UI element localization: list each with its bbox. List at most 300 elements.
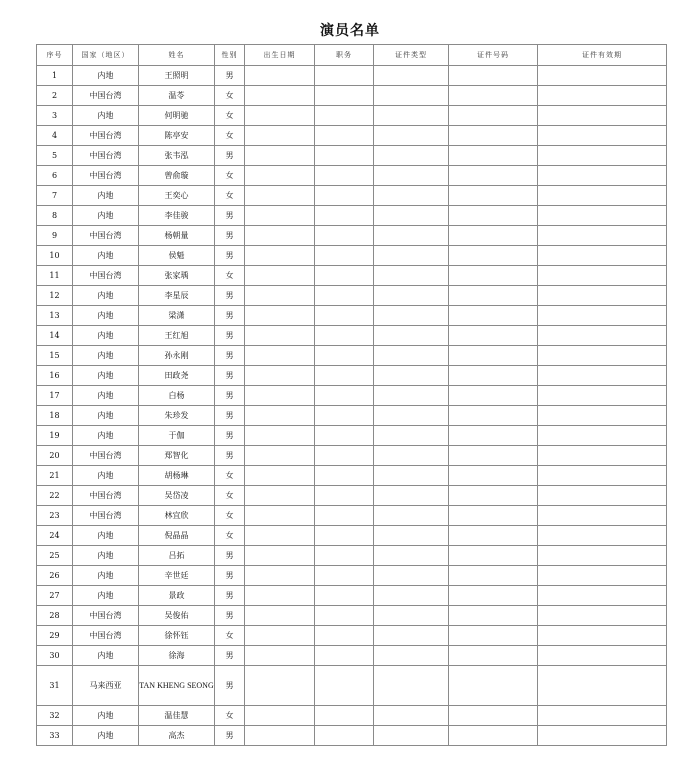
- cell-id-expiry: [538, 246, 667, 266]
- table-row: [37, 646, 667, 666]
- cell-id-type: [374, 66, 449, 86]
- cell-id-expiry: [538, 266, 667, 286]
- cell-region: 内地: [73, 326, 139, 346]
- cell-birth-date: [245, 246, 315, 266]
- cell-gender: 男: [215, 66, 245, 86]
- cell-position: [315, 426, 374, 446]
- cell-id-expiry: [538, 306, 667, 326]
- cell-position: [315, 586, 374, 606]
- table-row: [37, 206, 667, 226]
- cell-region: 内地: [73, 366, 139, 386]
- cell-birth-date: [245, 266, 315, 286]
- cell-index: 14: [37, 326, 73, 346]
- cell-birth-date: [245, 186, 315, 206]
- header-id-expiry: 证件有效期: [538, 45, 667, 66]
- cell-id-number: [449, 166, 538, 186]
- cell-id-type: [374, 446, 449, 466]
- cell-region: 中国台湾: [73, 166, 139, 186]
- document-title: 演员名单: [320, 23, 380, 39]
- cell-name: 李星辰: [139, 286, 215, 306]
- cell-birth-date: [245, 666, 315, 706]
- cell-id-type: [374, 506, 449, 526]
- cell-name: 吴俊佑: [139, 606, 215, 626]
- cell-index: 33: [37, 726, 73, 746]
- cell-name: 徐海: [139, 646, 215, 666]
- cell-id-expiry: [538, 366, 667, 386]
- header-id-number: 证件号码: [449, 45, 538, 66]
- cell-region: 中国台湾: [73, 626, 139, 646]
- cast-list-table: [36, 44, 667, 746]
- cell-position: [315, 386, 374, 406]
- cell-id-number: [449, 646, 538, 666]
- cell-id-type: [374, 626, 449, 646]
- cell-region: 内地: [73, 406, 139, 426]
- cell-id-expiry: [538, 646, 667, 666]
- cell-index: 12: [37, 286, 73, 306]
- table-row: [37, 166, 667, 186]
- cell-gender: 女: [215, 506, 245, 526]
- cell-name: 陈亭安: [139, 126, 215, 146]
- cell-gender: 女: [215, 86, 245, 106]
- cell-birth-date: [245, 146, 315, 166]
- cell-id-number: [449, 666, 538, 706]
- cell-id-expiry: [538, 186, 667, 206]
- cell-gender: 男: [215, 146, 245, 166]
- cell-gender: 男: [215, 726, 245, 746]
- cell-name: 孙永刚: [139, 346, 215, 366]
- cell-id-expiry: [538, 206, 667, 226]
- cell-birth-date: [245, 526, 315, 546]
- cell-index: 15: [37, 346, 73, 366]
- cell-birth-date: [245, 446, 315, 466]
- table-row: [37, 626, 667, 646]
- cell-id-expiry: [538, 586, 667, 606]
- cell-region: 中国台湾: [73, 486, 139, 506]
- cell-birth-date: [245, 626, 315, 646]
- cell-id-number: [449, 146, 538, 166]
- cell-name: 王红旭: [139, 326, 215, 346]
- cell-index: 30: [37, 646, 73, 666]
- cell-id-expiry: [538, 126, 667, 146]
- table-row: [37, 566, 667, 586]
- cell-id-number: [449, 266, 538, 286]
- cell-region: 中国台湾: [73, 86, 139, 106]
- cell-id-number: [449, 526, 538, 546]
- cell-name: 倪晶晶: [139, 526, 215, 546]
- header-birth-date: 出生日期: [245, 45, 315, 66]
- cell-id-type: [374, 546, 449, 566]
- cell-birth-date: [245, 326, 315, 346]
- cell-region: 内地: [73, 206, 139, 226]
- cell-index: 21: [37, 466, 73, 486]
- cell-id-type: [374, 586, 449, 606]
- cell-region: 内地: [73, 546, 139, 566]
- cell-gender: 男: [215, 306, 245, 326]
- cell-index: 23: [37, 506, 73, 526]
- cell-id-type: [374, 366, 449, 386]
- table-row: [37, 286, 667, 306]
- cell-id-number: [449, 586, 538, 606]
- cell-id-number: [449, 206, 538, 226]
- cell-id-type: [374, 426, 449, 446]
- cell-position: [315, 486, 374, 506]
- cell-id-number: [449, 326, 538, 346]
- table-row: [37, 506, 667, 526]
- cell-gender: 女: [215, 466, 245, 486]
- cell-birth-date: [245, 466, 315, 486]
- table-row: [37, 386, 667, 406]
- cell-region: 内地: [73, 286, 139, 306]
- cell-position: [315, 606, 374, 626]
- cell-gender: 男: [215, 346, 245, 366]
- cell-id-number: [449, 486, 538, 506]
- cell-gender: 男: [215, 566, 245, 586]
- cell-id-expiry: [538, 146, 667, 166]
- cell-birth-date: [245, 126, 315, 146]
- cell-index: 24: [37, 526, 73, 546]
- cell-position: [315, 126, 374, 146]
- cell-id-type: [374, 146, 449, 166]
- cell-region: 内地: [73, 526, 139, 546]
- table-header-row: [37, 45, 667, 66]
- table-row: [37, 546, 667, 566]
- table-row: [37, 446, 667, 466]
- cell-region: 内地: [73, 706, 139, 726]
- table-row: [37, 486, 667, 506]
- cell-birth-date: [245, 166, 315, 186]
- table-row: [37, 326, 667, 346]
- cell-birth-date: [245, 286, 315, 306]
- cell-gender: 女: [215, 106, 245, 126]
- cell-position: [315, 226, 374, 246]
- cell-gender: 男: [215, 546, 245, 566]
- cell-index: 22: [37, 486, 73, 506]
- cell-name: 何明驰: [139, 106, 215, 126]
- cell-birth-date: [245, 366, 315, 386]
- cell-region: 中国台湾: [73, 506, 139, 526]
- table-row: [37, 146, 667, 166]
- cell-name: 景政: [139, 586, 215, 606]
- cell-name: 温佳慧: [139, 706, 215, 726]
- cell-name: TAN KHENG SEONG: [139, 666, 215, 706]
- cell-birth-date: [245, 306, 315, 326]
- cell-id-type: [374, 466, 449, 486]
- cell-gender: 男: [215, 326, 245, 346]
- table-row: [37, 306, 667, 326]
- cell-id-expiry: [538, 326, 667, 346]
- cell-name: 林宜欣: [139, 506, 215, 526]
- header-index: 序号: [37, 45, 73, 66]
- cell-id-expiry: [538, 526, 667, 546]
- cell-id-type: [374, 246, 449, 266]
- cell-id-number: [449, 706, 538, 726]
- cell-birth-date: [245, 66, 315, 86]
- cell-birth-date: [245, 386, 315, 406]
- cell-position: [315, 466, 374, 486]
- cell-index: 25: [37, 546, 73, 566]
- cell-gender: 男: [215, 226, 245, 246]
- cell-gender: 女: [215, 186, 245, 206]
- cell-name: 李佳骏: [139, 206, 215, 226]
- cell-index: 1: [37, 66, 73, 86]
- cell-position: [315, 306, 374, 326]
- cell-id-type: [374, 666, 449, 706]
- cell-birth-date: [245, 726, 315, 746]
- cell-id-type: [374, 206, 449, 226]
- cell-gender: 男: [215, 406, 245, 426]
- cell-name: 杨朝量: [139, 226, 215, 246]
- cell-gender: 男: [215, 606, 245, 626]
- cell-region: 内地: [73, 646, 139, 666]
- cell-id-number: [449, 426, 538, 446]
- cell-id-expiry: [538, 386, 667, 406]
- cell-index: 3: [37, 106, 73, 126]
- cell-id-expiry: [538, 66, 667, 86]
- cell-id-number: [449, 246, 538, 266]
- cell-name: 辛世廷: [139, 566, 215, 586]
- header-id-type: 证件类型: [374, 45, 449, 66]
- cell-gender: 男: [215, 386, 245, 406]
- table-body: [37, 66, 667, 746]
- cell-region: 内地: [73, 186, 139, 206]
- table-row: [37, 226, 667, 246]
- cell-id-expiry: [538, 486, 667, 506]
- cell-position: [315, 626, 374, 646]
- cell-id-number: [449, 226, 538, 246]
- cell-position: [315, 346, 374, 366]
- cell-id-number: [449, 446, 538, 466]
- cell-region: 内地: [73, 346, 139, 366]
- cell-index: 31: [37, 666, 73, 706]
- cell-gender: 男: [215, 286, 245, 306]
- header-gender: 性别: [215, 45, 245, 66]
- cell-id-type: [374, 486, 449, 506]
- cell-position: [315, 246, 374, 266]
- cell-id-expiry: [538, 406, 667, 426]
- cell-id-expiry: [538, 86, 667, 106]
- cell-id-type: [374, 166, 449, 186]
- cell-region: 内地: [73, 566, 139, 586]
- cell-index: 16: [37, 366, 73, 386]
- cell-index: 7: [37, 186, 73, 206]
- cell-id-number: [449, 286, 538, 306]
- cell-id-type: [374, 386, 449, 406]
- cell-id-type: [374, 266, 449, 286]
- cell-id-type: [374, 566, 449, 586]
- cell-id-type: [374, 606, 449, 626]
- cell-id-expiry: [538, 566, 667, 586]
- cell-index: 26: [37, 566, 73, 586]
- cell-position: [315, 726, 374, 746]
- cell-gender: 女: [215, 126, 245, 146]
- cell-name: 郑智化: [139, 446, 215, 466]
- cell-position: [315, 86, 374, 106]
- cell-index: 5: [37, 146, 73, 166]
- cell-id-number: [449, 606, 538, 626]
- table-row: [37, 66, 667, 86]
- cell-id-type: [374, 406, 449, 426]
- cell-position: [315, 206, 374, 226]
- cell-gender: 女: [215, 706, 245, 726]
- cell-id-type: [374, 646, 449, 666]
- cell-name: 徐怀钰: [139, 626, 215, 646]
- cell-id-number: [449, 346, 538, 366]
- cell-id-expiry: [538, 446, 667, 466]
- cell-index: 19: [37, 426, 73, 446]
- cell-id-expiry: [538, 606, 667, 626]
- cell-id-type: [374, 306, 449, 326]
- cell-id-expiry: [538, 506, 667, 526]
- cell-name: 于伽: [139, 426, 215, 446]
- cell-name: 张家瑀: [139, 266, 215, 286]
- cell-gender: 女: [215, 266, 245, 286]
- cell-id-type: [374, 526, 449, 546]
- header-region: 国家（地区）: [73, 45, 139, 66]
- cell-position: [315, 646, 374, 666]
- cell-region: 内地: [73, 586, 139, 606]
- table-row: [37, 346, 667, 366]
- table-row: [37, 606, 667, 626]
- cell-birth-date: [245, 706, 315, 726]
- cell-position: [315, 566, 374, 586]
- cell-region: 中国台湾: [73, 126, 139, 146]
- cell-name: 温苓: [139, 86, 215, 106]
- cell-id-number: [449, 466, 538, 486]
- cell-id-type: [374, 346, 449, 366]
- cell-name: 白杨: [139, 386, 215, 406]
- cell-name: 田政尧: [139, 366, 215, 386]
- cell-index: 32: [37, 706, 73, 726]
- cell-region: 中国台湾: [73, 266, 139, 286]
- cell-gender: 女: [215, 626, 245, 646]
- table-row: [37, 186, 667, 206]
- cell-id-type: [374, 86, 449, 106]
- cell-gender: 男: [215, 206, 245, 226]
- cell-index: 11: [37, 266, 73, 286]
- cell-birth-date: [245, 426, 315, 446]
- table-row: [37, 266, 667, 286]
- cell-region: 内地: [73, 306, 139, 326]
- cell-index: 18: [37, 406, 73, 426]
- cell-region: 内地: [73, 106, 139, 126]
- cell-id-expiry: [538, 726, 667, 746]
- cell-birth-date: [245, 86, 315, 106]
- cell-birth-date: [245, 486, 315, 506]
- table-row: [37, 426, 667, 446]
- cell-id-type: [374, 286, 449, 306]
- cell-gender: 男: [215, 426, 245, 446]
- table-row: [37, 726, 667, 746]
- cell-index: 17: [37, 386, 73, 406]
- cell-index: 4: [37, 126, 73, 146]
- cell-name: 曾俞璇: [139, 166, 215, 186]
- cell-gender: 男: [215, 586, 245, 606]
- cell-name: 侯魁: [139, 246, 215, 266]
- cell-index: 6: [37, 166, 73, 186]
- table-row: [37, 406, 667, 426]
- cell-birth-date: [245, 646, 315, 666]
- cell-region: 中国台湾: [73, 146, 139, 166]
- cell-region: 内地: [73, 246, 139, 266]
- cell-position: [315, 186, 374, 206]
- cell-region: 中国台湾: [73, 226, 139, 246]
- table-row: [37, 666, 667, 706]
- cell-region: 内地: [73, 426, 139, 446]
- table-row: [37, 246, 667, 266]
- cell-position: [315, 146, 374, 166]
- cell-id-number: [449, 366, 538, 386]
- cell-id-expiry: [538, 466, 667, 486]
- cell-id-number: [449, 726, 538, 746]
- cell-id-expiry: [538, 546, 667, 566]
- cell-id-number: [449, 546, 538, 566]
- cell-id-type: [374, 226, 449, 246]
- cell-gender: 女: [215, 526, 245, 546]
- cell-position: [315, 286, 374, 306]
- cell-id-number: [449, 566, 538, 586]
- cell-position: [315, 106, 374, 126]
- cell-birth-date: [245, 566, 315, 586]
- cell-id-number: [449, 106, 538, 126]
- cell-gender: 女: [215, 486, 245, 506]
- cell-position: [315, 526, 374, 546]
- cell-id-type: [374, 106, 449, 126]
- cell-index: 2: [37, 86, 73, 106]
- cell-region: 中国台湾: [73, 446, 139, 466]
- cell-id-number: [449, 86, 538, 106]
- cell-birth-date: [245, 506, 315, 526]
- cell-name: 朱珍发: [139, 406, 215, 426]
- cell-id-number: [449, 306, 538, 326]
- table-row: [37, 466, 667, 486]
- table-row: [37, 126, 667, 146]
- cell-id-number: [449, 186, 538, 206]
- cell-gender: 男: [215, 646, 245, 666]
- cell-id-expiry: [538, 166, 667, 186]
- cell-region: 中国台湾: [73, 606, 139, 626]
- cell-position: [315, 366, 374, 386]
- cell-name: 梁潇: [139, 306, 215, 326]
- cell-name: 王奕心: [139, 186, 215, 206]
- cell-region: 内地: [73, 386, 139, 406]
- cell-birth-date: [245, 226, 315, 246]
- cell-gender: 男: [215, 246, 245, 266]
- cell-id-expiry: [538, 626, 667, 646]
- table-row: [37, 706, 667, 726]
- cell-birth-date: [245, 346, 315, 366]
- cell-birth-date: [245, 586, 315, 606]
- cell-gender: 女: [215, 166, 245, 186]
- cell-gender: 男: [215, 366, 245, 386]
- cell-id-type: [374, 126, 449, 146]
- cell-id-expiry: [538, 666, 667, 706]
- cell-position: [315, 66, 374, 86]
- cell-gender: 男: [215, 446, 245, 466]
- cell-index: 20: [37, 446, 73, 466]
- cell-id-type: [374, 726, 449, 746]
- cell-region: 马来西亚: [73, 666, 139, 706]
- cell-id-number: [449, 626, 538, 646]
- cell-name: 王照明: [139, 66, 215, 86]
- cell-name: 张韦泓: [139, 146, 215, 166]
- cell-id-type: [374, 326, 449, 346]
- cell-id-number: [449, 386, 538, 406]
- cell-id-expiry: [538, 706, 667, 726]
- table-row: [37, 86, 667, 106]
- cell-position: [315, 406, 374, 426]
- cell-position: [315, 326, 374, 346]
- cell-id-expiry: [538, 426, 667, 446]
